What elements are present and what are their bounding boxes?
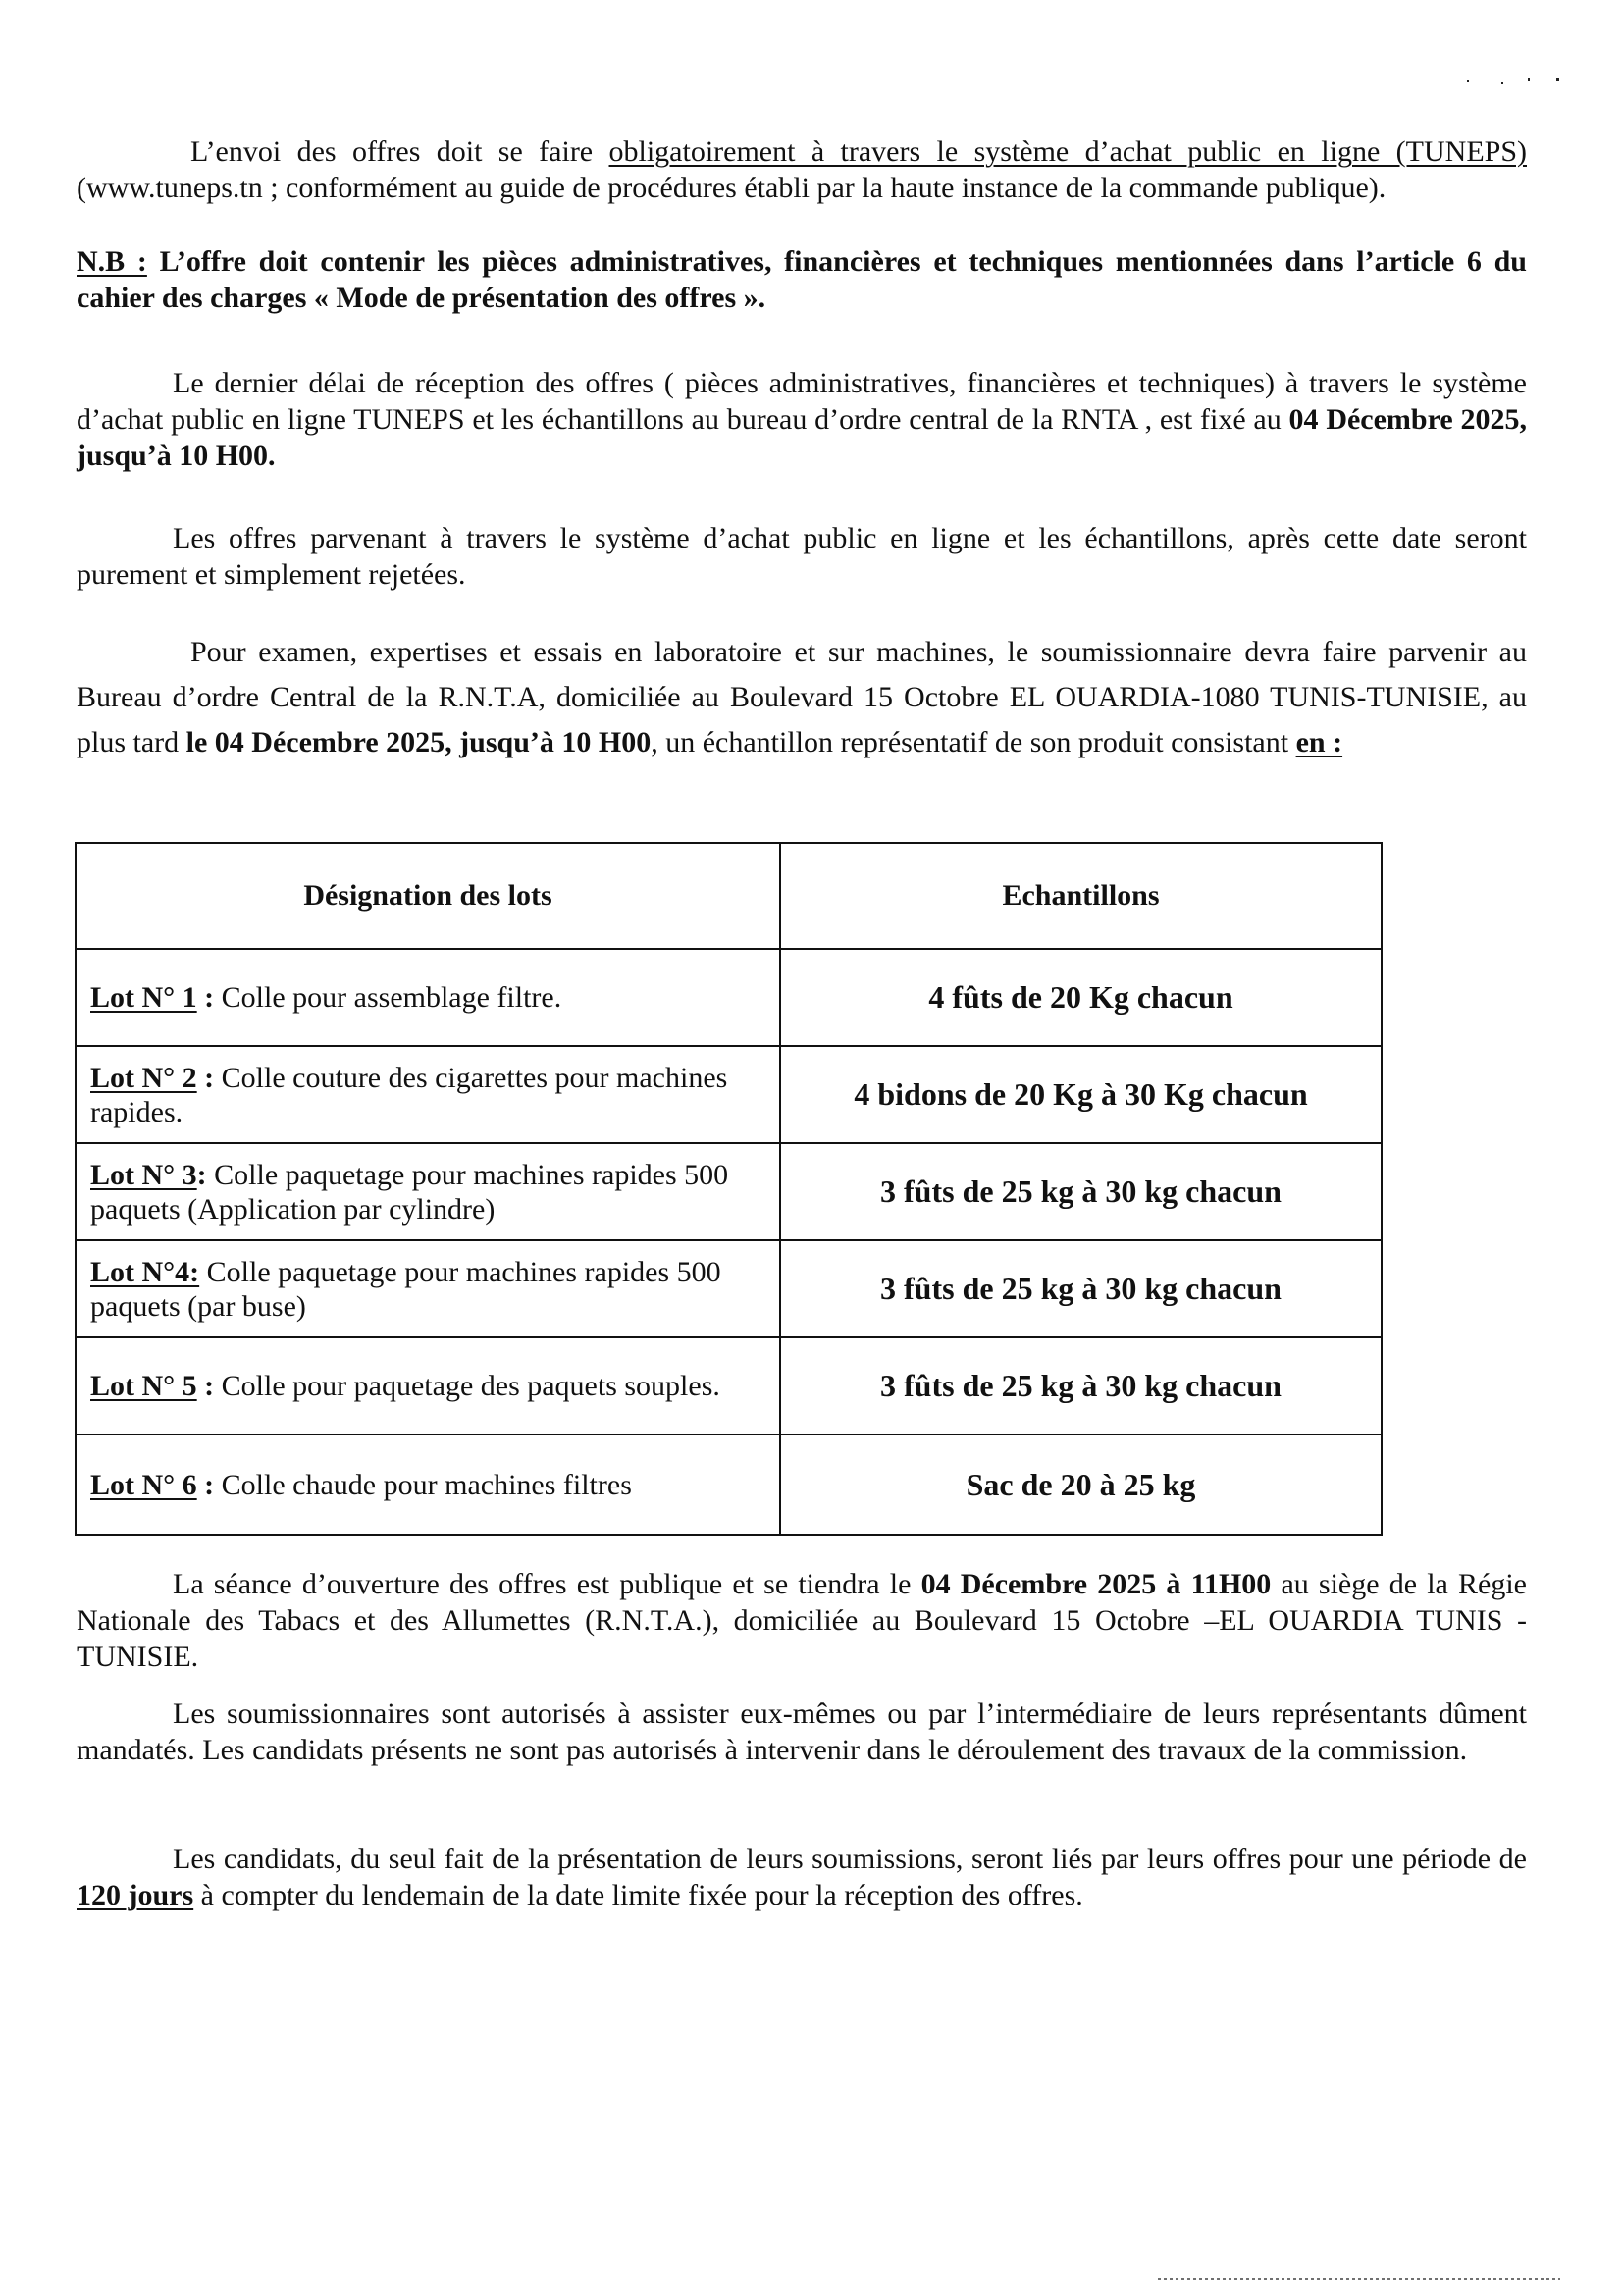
scan-speck [1467, 80, 1469, 82]
paragraph-nb: N.B : L’offre doit contenir les pièces administratives, financières et techniques mentionnées dans l’article 6 du cahier des charges « Mode de présentation des offres ». [77, 245, 1527, 314]
lot-sample: 3 fûts de 25 kg à 30 kg chacun [780, 1240, 1382, 1337]
paragraph-deadline: Le dernier délai de réception des offres ( pièces administratives, financières et techniques) à travers le système d’achat public en ligne TUNEPS et les échantillons au bureau d’ordre central de la RNTA , est fixé au 04 Décembre 2025, jusqu’à 10 H00. [77, 367, 1527, 472]
lot-sample: Sac de 20 à 25 kg [780, 1435, 1382, 1535]
scan-speck [1528, 78, 1530, 81]
table-row [76, 1143, 1382, 1240]
lot-designation: Lot N° 1 : Colle pour assemblage filtre. [76, 949, 780, 1046]
table-row [76, 1046, 1382, 1143]
tuneps-requirement: obligatoirement à travers le système d’achat public en ligne (TUNEPS) [608, 135, 1527, 168]
lot-sample: 3 fûts de 25 kg à 30 kg chacun [780, 1143, 1382, 1240]
samples-deadline: le 04 Décembre 2025, jusqu’à 10 H00 [185, 726, 652, 758]
deadline-date: 04 Décembre 2025, jusqu’à 10 H00. [77, 403, 1527, 472]
lot-designation: Lot N°4: Colle paquetage pour machines rapides 500 paquets (par buse) [76, 1240, 780, 1337]
validity-period: 120 jours [77, 1879, 194, 1911]
lots-table [75, 842, 1383, 1536]
lot-designation: Lot N° 2 : Colle couture des cigarettes pour machines rapides. [76, 1046, 780, 1143]
paragraph-rejection: Les offres parvenant à travers le système d’achat public en ligne et les échantillons, après cette date seront purement et simplement rejetées. [77, 522, 1527, 591]
opening-date: 04 Décembre 2025 à 11H00 [920, 1568, 1272, 1600]
lot-sample: 4 bidons de 20 Kg à 30 Kg chacun [780, 1046, 1382, 1143]
scan-speck [1501, 82, 1503, 84]
header-echantillons: Echantillons [780, 843, 1382, 949]
lot-designation: Lot N° 6 : Colle chaude pour machines filtres [76, 1435, 780, 1535]
nb-label: N.B : [77, 245, 147, 278]
table-row [76, 1240, 1382, 1337]
scan-footer-line [1158, 2278, 1560, 2280]
scan-speck [1556, 78, 1559, 81]
lot-sample: 3 fûts de 25 kg à 30 kg chacun [780, 1337, 1382, 1435]
paragraph-opening-session: La séance d’ouverture des offres est publique et se tiendra le 04 Décembre 2025 à 11H00 au siège de la Régie Nationale des Tabacs et des Allumettes (R.N.T.A.), domiciliée au Boulevard 15 Octobre –EL OUARDIA TUNIS -TUNISIE. [77, 1568, 1527, 1673]
header-designation: Désignation des lots [76, 843, 780, 949]
table-row [76, 1435, 1382, 1535]
lot-designation: Lot N° 5 : Colle pour paquetage des paquets souples. [76, 1337, 780, 1435]
table-row [76, 1337, 1382, 1435]
paragraph-samples: Pour examen, expertises et essais en laboratoire et sur machines, le soumissionnaire devra faire parvenir au Bureau d’ordre Central de la R.N.T.A, domiciliée au Boulevard 15 Octobre EL OUARDIA-1080 TUNIS-TUNISIE, au plus tard le 04 Décembre 2025, jusqu’à 10 H00, un échantillon représentatif de son produit consistant en : [77, 636, 1527, 758]
paragraph-submission-method: L’envoi des offres doit se faire obligatoirement à travers le système d’achat public en ligne (TUNEPS) (www.tuneps.tn ; conformément au guide de procédures établi par la haute instance de la commande publique). [77, 135, 1527, 204]
lot-designation: Lot N° 3: Colle paquetage pour machines rapides 500 paquets (Application par cylindre) [76, 1143, 780, 1240]
paragraph-attendance: Les soumissionnaires sont autorisés à assister eux-mêmes ou par l’intermédiaire de leurs représentants dûment mandatés. Les candidats présents ne sont pas autorisés à intervenir dans le déroulement des travaux de la commission. [77, 1697, 1527, 1766]
table-header-row [76, 843, 1382, 949]
lot-sample: 4 fûts de 20 Kg chacun [780, 949, 1382, 1046]
table-row [76, 949, 1382, 1046]
paragraph-validity: Les candidats, du seul fait de la présentation de leurs soumissions, seront liés par leurs offres pour une période de 120 jours à compter du lendemain de la date limite fixée pour la réception des offres. [77, 1843, 1527, 1911]
